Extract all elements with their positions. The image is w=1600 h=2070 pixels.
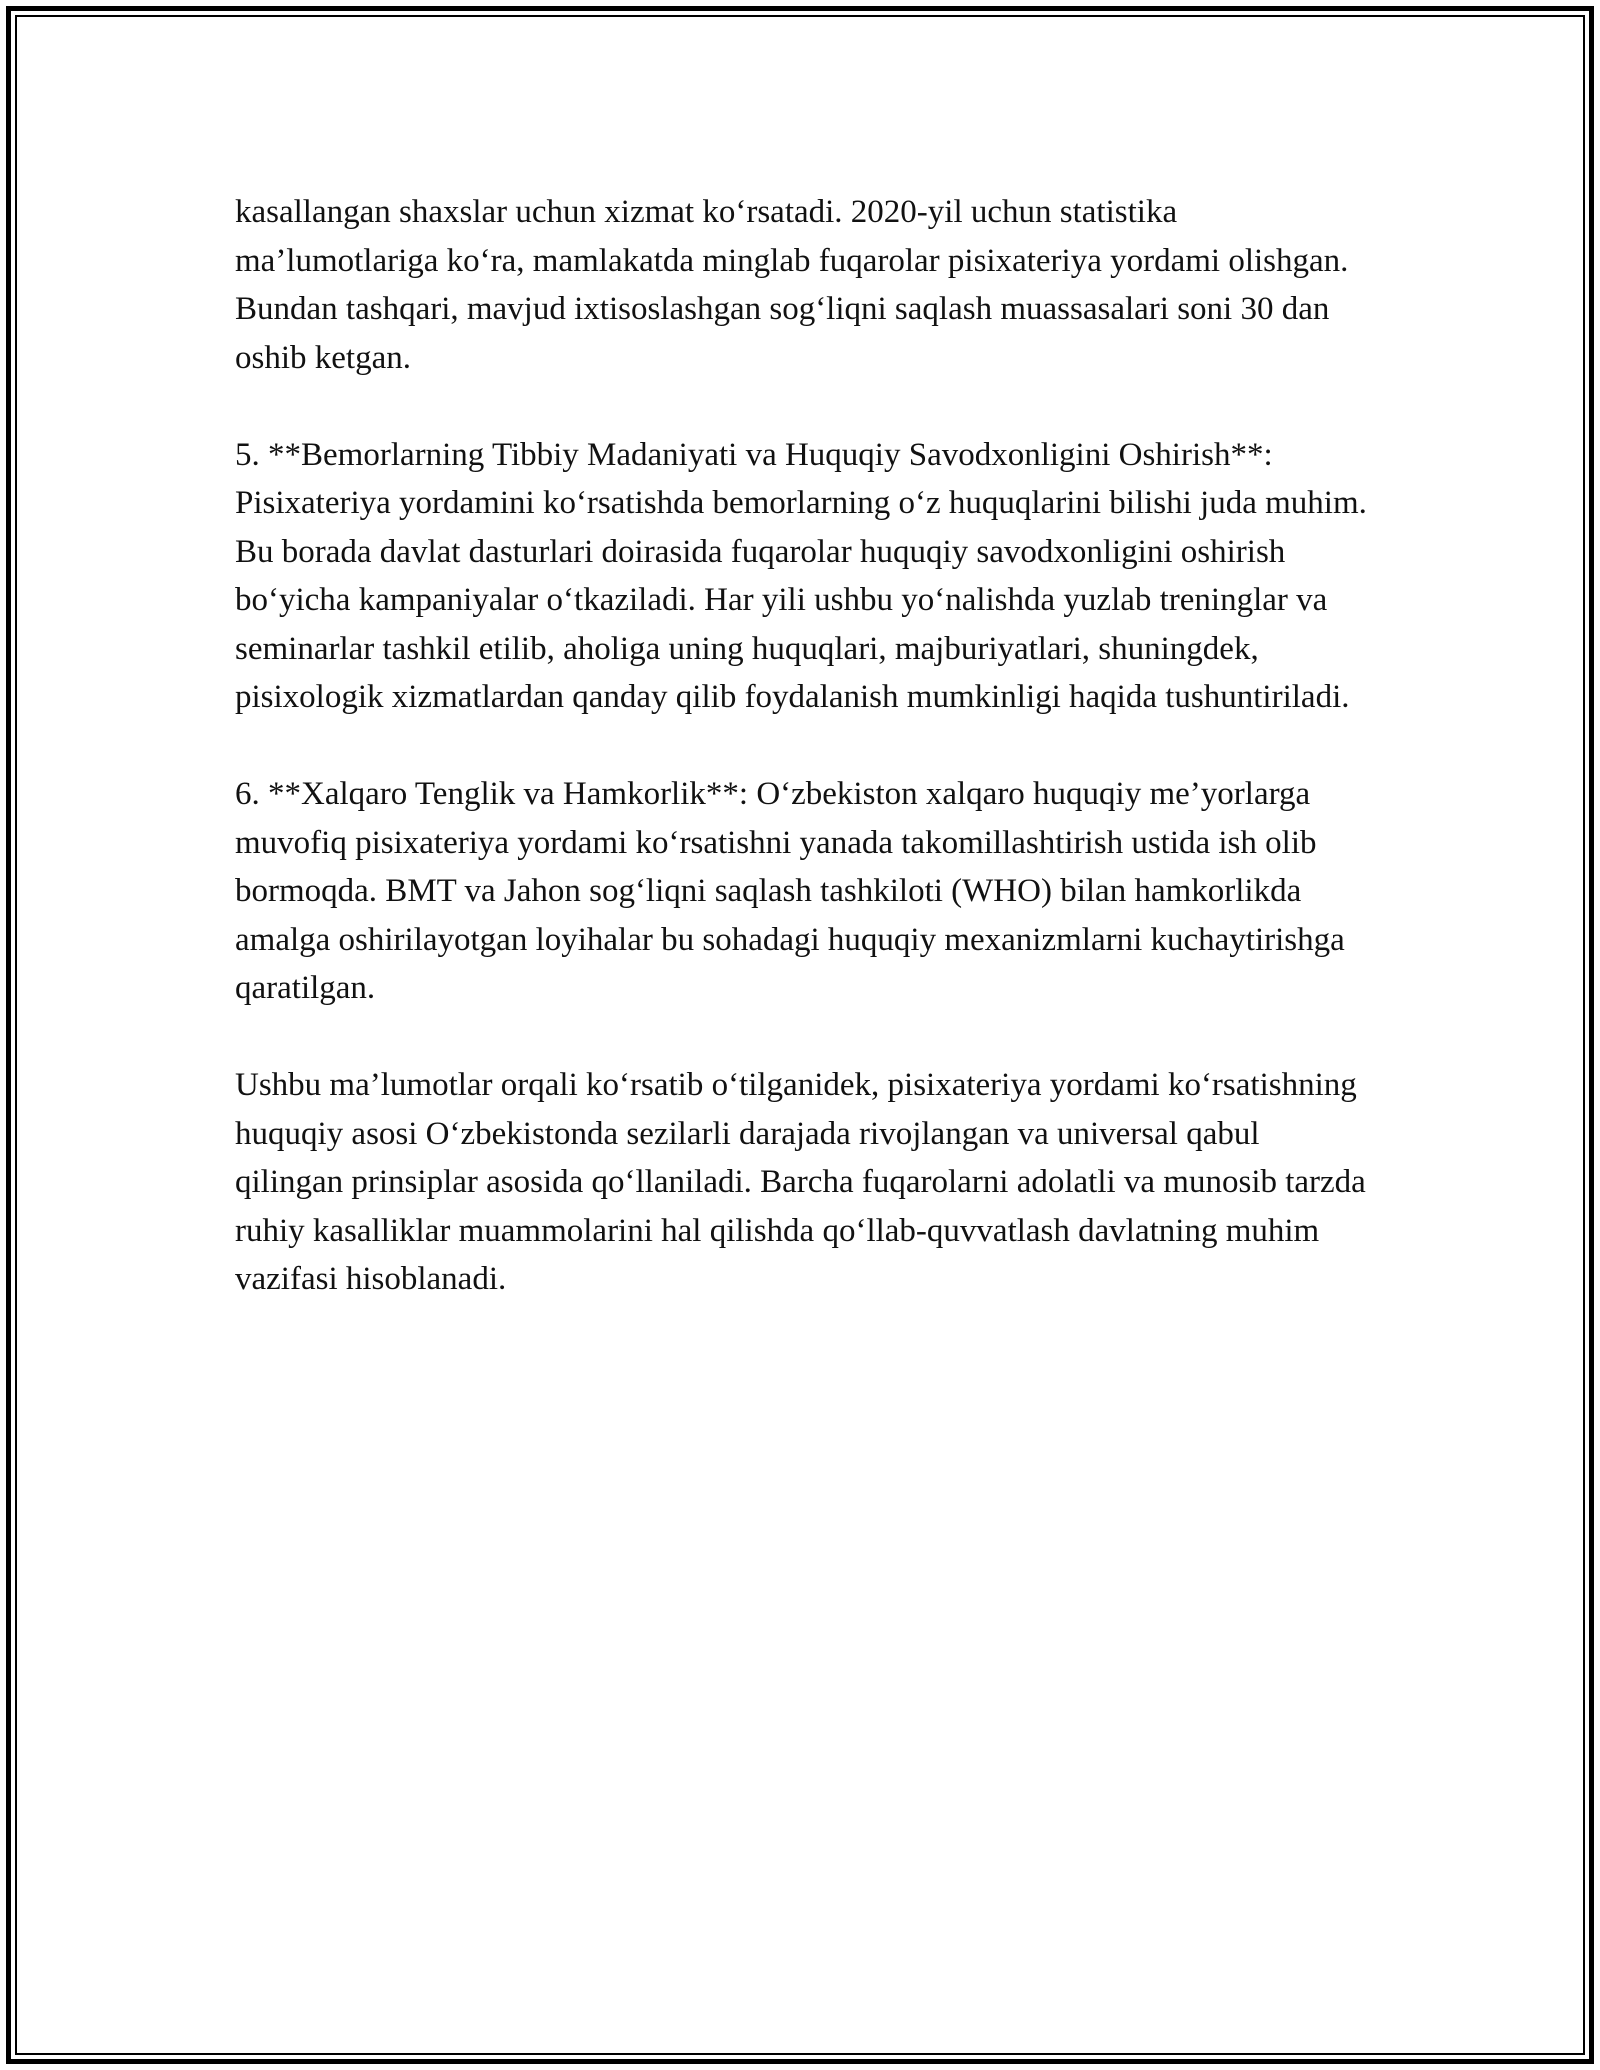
paragraph-statistics: kasallangan shaxslar uchun xizmat ko‘rsatadi. 2020-yil uchun statistika ma’lumotlariga ko‘ra, mamlakatda minglab fuqarolar pisixateriya yordami olishgan. Bundan tashqari, mavjud ixtisoslashgan sog‘liqni saqlash muassasalari soni 30 dan oshib ketgan.: [235, 194, 1349, 376]
paragraph-item-5: 5. **Bemorlarning Tibbiy Madaniyati va Huquqiy Savodxonligini Oshirish**: Pisixateriya yordamini ko‘rsatishda bemorlarning o‘z huquqlarini bilishi juda muhim. Bu borada davlat dasturlari doirasida fuqarolar huquqiy savodxonligini oshirish bo‘yicha kampaniyalar o‘tkaziladi. Har yili ushbu yo‘nalishda yuzlab treninglar va seminarlar tashkil etilib, aholiga uning huquqlari, majburiyatlari, shuningdek, pisixologik xizmatlardan qanday qilib foydalanish mumkinligi haqida tushuntiriladi.: [235, 436, 1367, 715]
document-body: [235, 188, 1375, 1352]
paragraph-conclusion: Ushbu ma’lumotlar orqali ko‘rsatib o‘tilganidek, pisixateriya yordami ko‘rsatishning huquqiy asosi O‘zbekistonda sezilarli darajada rivojlangan va universal qabul qilingan prinsiplar asosida qo‘llaniladi. Barcha fuqarolarni adolatli va munosib tarzda ruhiy kasalliklar muammolarini hal qilishda qo‘llab-quvvatlash davlatning muhim vazifasi hisoblanadi.: [235, 1067, 1366, 1297]
paragraph-item-6: 6. **Xalqaro Tenglik va Hamkorlik**: O‘zbekiston xalqaro huquqiy me’yorlarga muvofiq pisixateriya yordami ko‘rsatishni yanada takomillashtirish ustida ish olib bormoqda. BMT va Jahon sog‘liqni saqlash tashkiloti (WHO) bilan hamkorlikda amalga oshirilayotgan loyihalar bu sohadagi huquqiy mexanizmlarni kuchaytirishga qaratilgan.: [235, 776, 1345, 1006]
